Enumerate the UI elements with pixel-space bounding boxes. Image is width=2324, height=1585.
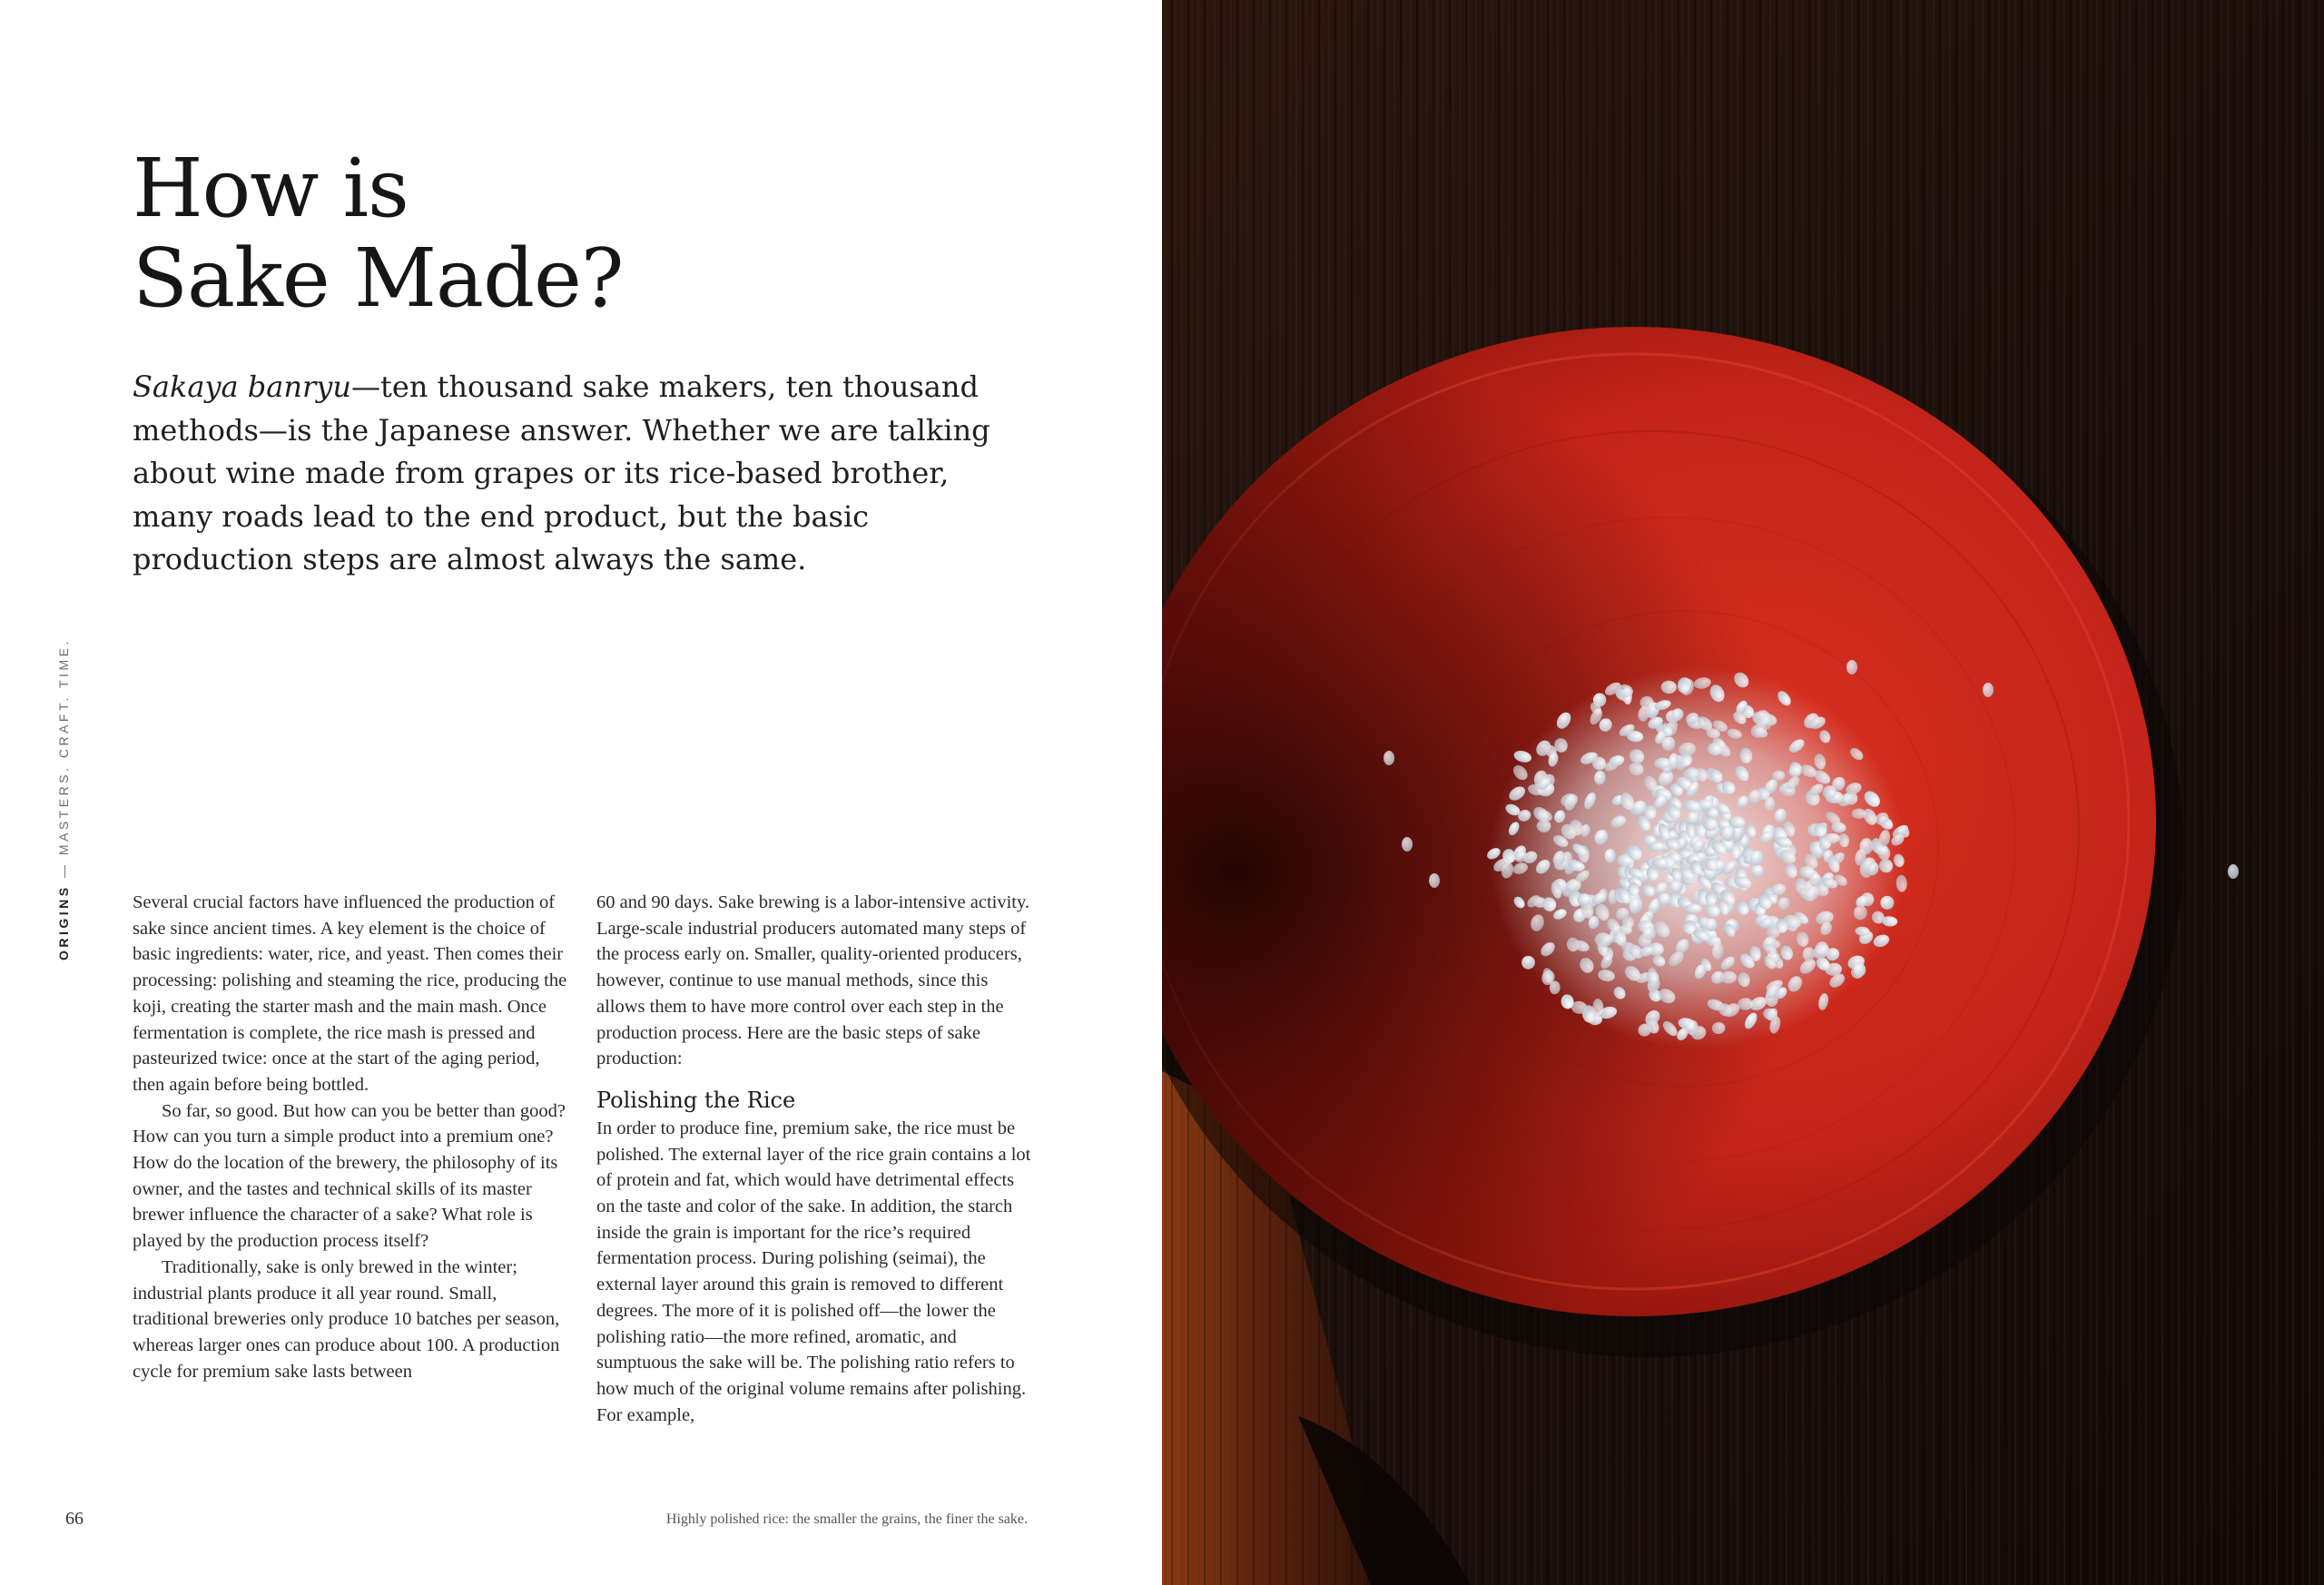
page-title bbox=[133, 143, 950, 323]
title-line-1: How is bbox=[133, 141, 409, 235]
section-subheading: Polishing the Rice bbox=[596, 1087, 796, 1113]
title-line-2: Sake Made? bbox=[133, 231, 624, 325]
rice-bowl-photo bbox=[1162, 0, 2324, 1585]
body-paragraph: So far, so good. But how can you be better than good? How can you turn a simple product into a premium one? How do the location of the brewery, the philosophy of its owner, and the tastes and technical skills of its master brewer influence the character of a sake? What role is played by the production process itself? bbox=[133, 1100, 566, 1252]
section-separator: — bbox=[56, 855, 71, 885]
body-paragraph: Several crucial factors have influenced the production of sake since ancient times. A key element is the choice of basic ingredients: water, rice, and yeast. Then comes their processing: polishing and steaming the rice, producing the koji, creating the starter mash and the main mash. Once fermentation is complete, the rice mash is pressed and pasteurized twice: once at the start of the aging period, then again before being bottled. bbox=[133, 892, 567, 1095]
body-paragraph: In order to produce fine, premium sake, the rice must be polished. The external layer of the rice grain contains a lot of protein and fat, which would have detrimental effects on the taste and color of the sake. In addition, the starch inside the grain is important for the rice’s required fermentation process. During polishing (seimai), the external layer around this grain is removed to different degrees. The more of it is polished off—the lower the polishing ratio—the more refined, aromatic, and sumptuous the sake will be. The polishing ratio refers to how much of the original volume remains after polishing. For example, bbox=[596, 1117, 1031, 1425]
page-number: 66 bbox=[65, 1509, 84, 1529]
intro-paragraph bbox=[133, 366, 990, 582]
body-column-1 bbox=[133, 890, 568, 1384]
body-paragraph: Traditionally, sake is only brewed in the winter; industrial plants produce it all year round. Small, traditional breweries only produce 10 batches per season, whereas larger ones can produce about 100. A production cycle for premium sake lasts between bbox=[133, 1256, 560, 1382]
body-paragraph: 60 and 90 days. Sake brewing is a labor-intensive activity. Large-scale industrial producers automated many steps of the process early on. Smaller, quality-oriented producers, however, continue to use manual methods, since this allows them to have more control over each step in the production process. Here are the basic steps of sake production: bbox=[596, 892, 1030, 1069]
section-name: ORIGINS bbox=[56, 884, 71, 960]
rice-bowl-illustration bbox=[1162, 0, 2324, 1585]
photo-caption: Highly polished rice: the smaller the grains, the finer the sake. bbox=[665, 1511, 1028, 1527]
section-subtitle: MASTERS. CRAFT. TIME. bbox=[56, 638, 71, 856]
running-header-vertical bbox=[56, 638, 71, 960]
body-column-2 bbox=[596, 890, 1032, 1428]
intro-italic-term: Sakaya banryu bbox=[133, 369, 351, 404]
intro-text: —ten thousand sake makers, ten thousand methods—is the Japanese answer. Whether we are talking about wine made from grapes or its rice-based brother, many roads lead to the end product, but the basic production steps are almost always the same. bbox=[133, 369, 990, 576]
